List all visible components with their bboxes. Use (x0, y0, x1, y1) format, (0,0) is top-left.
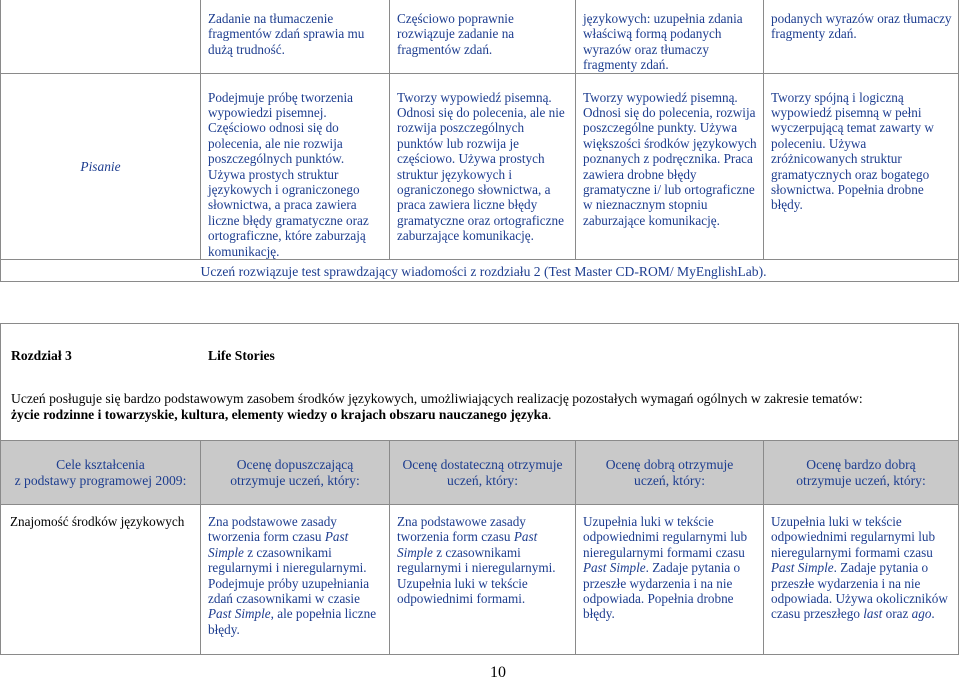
chapter-topics: życie rodzinne i towarzyskie, kultura, elementy wiedzy o krajach obszaru nauczanego języka (11, 407, 549, 422)
table-row-writing (1, 73, 959, 259)
grades-header-row (1, 441, 959, 505)
chapter-description (11, 391, 951, 423)
chapter-title: Life Stories (208, 348, 275, 363)
grade-5-cell: Uzupełnia luki w tekście odpowiednimi regularnymi lub nieregularnymi formami czasu Past Simple. Zadaje pytania o przeszłe wydarzenia i na nie odpowiada. Używa okoliczników czasu przeszłego last oraz ago. (771, 514, 948, 622)
writing-cell-3: Tworzy wypowiedź pisemną. Odnosi się do polecenia, rozwija poszczególne punkty. Używa większości środków językowych poznanych z podręcznika. Praca zawiera drobne błędy gramatyczne i/ lub ortograficzne w nieznacznym stopniu zaburzające komunikację. (583, 89, 757, 228)
header-goals: Cele kształcenia z podstawy programowej 2009: (1, 441, 201, 505)
chapter-label: Rozdział 3 (11, 348, 72, 363)
chapter-intro: Uczeń posługuje się bardzo podstawowym zasobem środków językowych, umożliwiających realizację pozostałych wymagań ogólnych w zakresie tematów: (11, 391, 863, 406)
translation-cell-4: podanych wyrazów oraz tłumaczy fragmenty zdań. (771, 11, 952, 42)
test-note: Uczeń rozwiązuje test sprawdzający wiadomości z rozdziału 2 (Test Master CD-ROM/ MyEnglishLab). (200, 264, 767, 280)
writing-cell-4: Tworzy spójną i logiczną wypowiedź pisemną w pełni wyczerpującą temat zawarty w poleceniu. Używa zróżnicowanych struktur gramatycznych oraz bogatego słownictwa. Popełnia drobne błędy. (771, 89, 934, 213)
chapter-topics-end: . (548, 407, 552, 422)
grades-table (0, 440, 959, 655)
header-grade-5: Ocenę bardzo dobrą otrzymuje uczeń, który: (764, 441, 959, 505)
header-grade-2: Ocenę dopuszczającą otrzymuje uczeń, który: (201, 441, 390, 505)
translation-cell-1: Zadanie na tłumaczenie fragmentów zdań sprawia mu dużą trudność. (208, 11, 365, 57)
table-row-language (1, 505, 959, 655)
translation-cell-3: językowych: uzupełnia zdania właściwą formą podanych wyrazów oraz tłumaczy fragmenty zdań. (583, 11, 743, 73)
translation-cell-2: Częściowo poprawnie rozwiązuje zadanie na fragmentów zdań. (397, 11, 515, 57)
page-number: 10 (490, 664, 506, 681)
table-row-translation (1, 0, 959, 73)
grade-3-cell: Zna podstawowe zasady tworzenia form czasu Past Simple z czasownikami regularnymi i nieregularnymi. Uzupełnia luki w tekście odpowiednimi formami. (397, 514, 556, 607)
header-grade-3: Ocenę dostateczną otrzymuje uczeń, który: (390, 441, 576, 505)
grade-2-cell: Zna podstawowe zasady tworzenia form czasu Past Simple z czasownikami regularnymi i nieregularnymi. Podejmuje próby uzupełniania zdań czasownikami w czasie Past Simple, ale popełnia liczne błędy. (208, 514, 377, 637)
writing-label: Pisanie (1, 73, 201, 259)
header-grade-4: Ocenę dobrą otrzymuje uczeń, który: (576, 441, 764, 505)
table-row-test (1, 260, 959, 282)
label-cell (1, 0, 201, 73)
chapter-table (0, 323, 959, 441)
chapter-row (1, 324, 959, 441)
writing-cell-2: Tworzy wypowiedź pisemną. Odnosi się do polecenia, ale nie rozwija poszczególnych punktów lub rozwija je częściowo. Używa prostych struktur językowych i ograniczonego słownictwa, a praca zawiera liczne błędy gramatyczne oraz ortograficzne zaburzające komunikację. (397, 89, 565, 244)
goal-cell: Znajomość środków językowych (10, 514, 185, 529)
grade-4-cell: Uzupełnia luki w tekście odpowiednimi regularnymi lub nieregularnymi formami czasu Past Simple. Zadaje pytania o przeszłe wydarzenia i na nie odpowiada. Popełnia drobne błędy. (583, 514, 748, 622)
writing-cell-1: Podejmuje próbę tworzenia wypowiedzi pisemnej. Częściowo odnosi się do polecenia, ale nie rozwija poszczególnych punktów. Używa prostych struktur językowych i ograniczonego słownictwa, a praca zawiera liczne błędy gramatyczne oraz ortograficzne, które zaburzają komunikację. (208, 89, 369, 259)
top-criteria-table (0, 0, 959, 282)
